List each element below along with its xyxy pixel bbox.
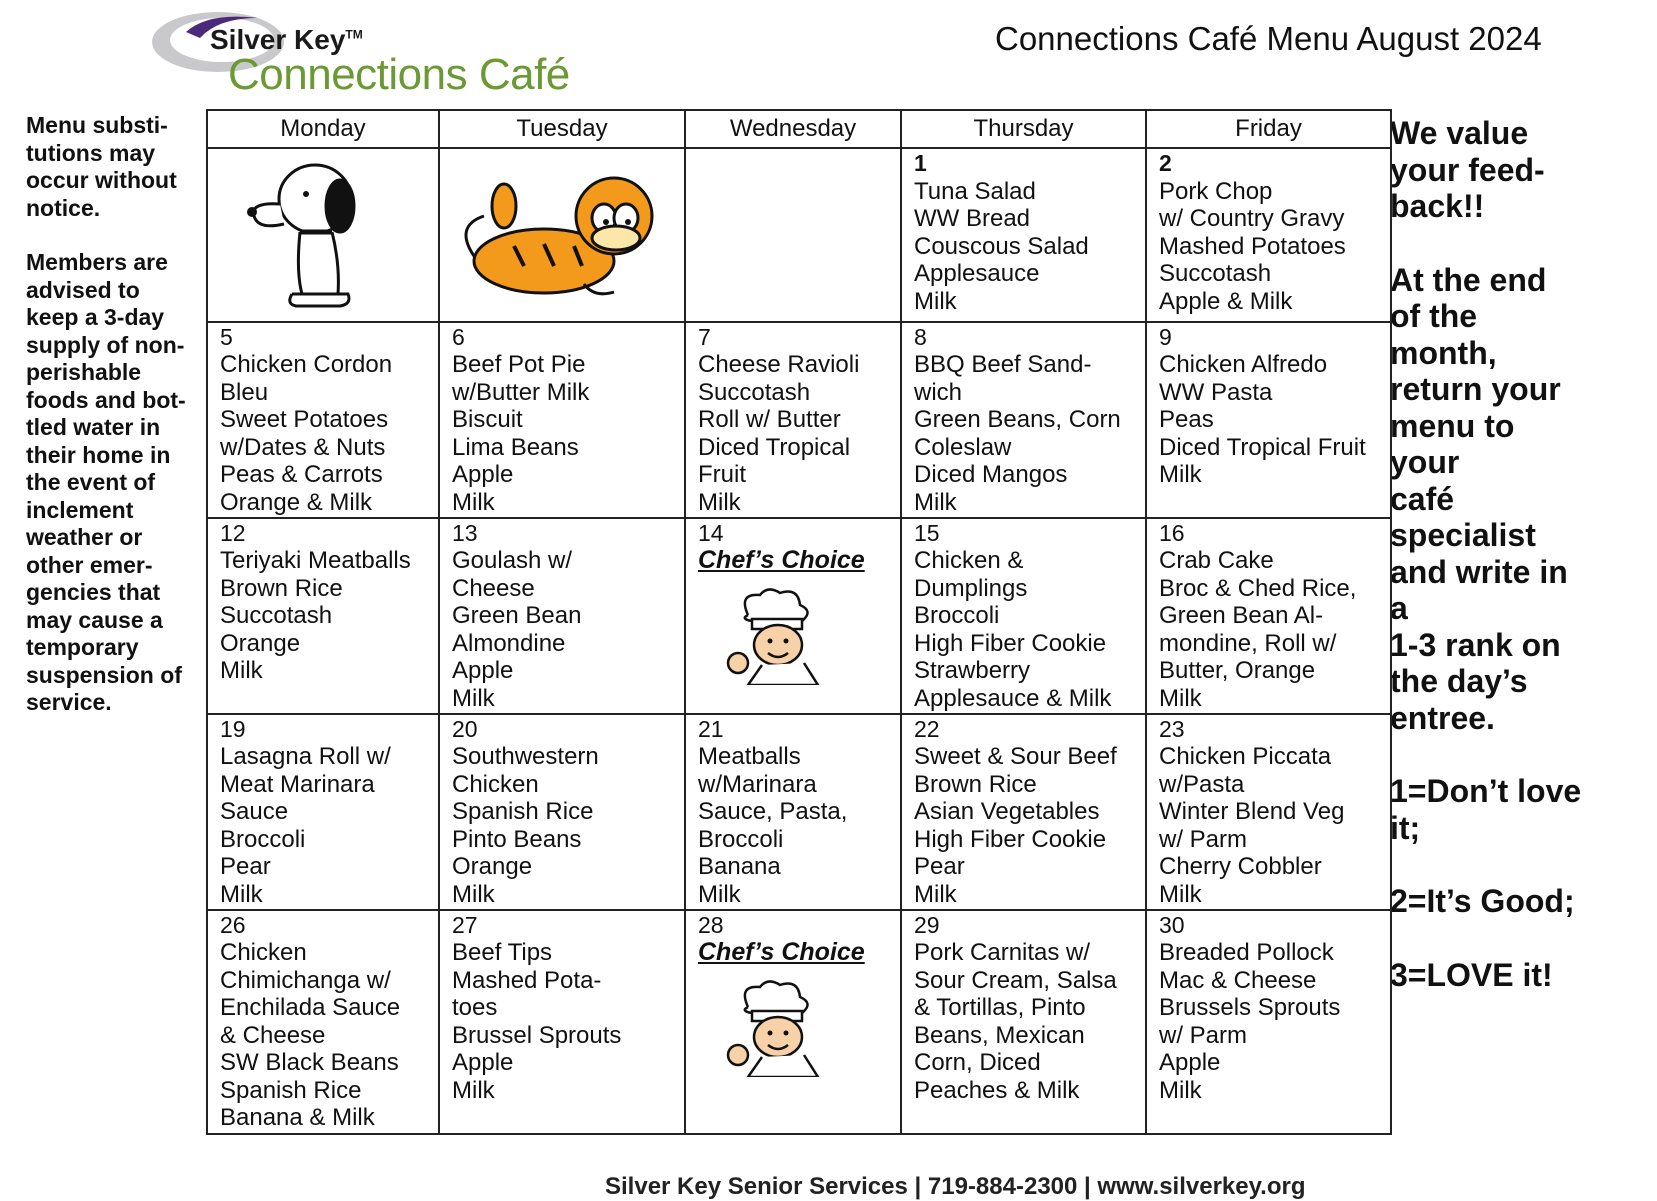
day-cell-9 bbox=[1146, 322, 1391, 518]
day-number: 28 bbox=[698, 911, 724, 938]
meal-items: Tuna Salad WW Bread Couscous Salad Applesauce Milk bbox=[914, 177, 1089, 315]
meal-items: Cheese Ravioli Succotash Roll w/ Butter Diced Tropical Fruit Milk bbox=[698, 351, 860, 516]
chefs-choice-label: Chef’s Choice bbox=[698, 938, 865, 966]
right-notes bbox=[1390, 115, 1650, 1030]
day-cell-15 bbox=[901, 518, 1146, 714]
day-cell-27 bbox=[439, 910, 685, 1134]
day-cell-13 bbox=[439, 518, 685, 714]
meal-items: Pork Chop w/ Country Gravy Mashed Potatoes Succotash Apple & Milk bbox=[1159, 177, 1346, 315]
weekday-header-row bbox=[207, 110, 1391, 148]
meal-items: Chicken Piccata w/Pasta Winter Blend Veg w/ Parm Cherry Cobbler Milk bbox=[1159, 743, 1345, 908]
feedback-instructions: At the end of the month, return your menu to your café specialist and write in a 1-3 rank on the day’s entree. bbox=[1390, 261, 1568, 736]
substitution-note: Menu substi- tutions may occur without notice. bbox=[26, 112, 177, 221]
day-number: 13 bbox=[452, 519, 478, 546]
day-cell-empty bbox=[207, 148, 439, 322]
day-number: 2 bbox=[1159, 150, 1172, 176]
meal-items: Crab Cake Broc & Ched Rice, Green Bean Al- mondine, Roll w/ Butter, Orange Milk bbox=[1159, 547, 1357, 712]
meal-items: Meatballs w/Marinara Sauce, Pasta, Broccoli Banana Milk bbox=[698, 743, 848, 908]
left-notes bbox=[26, 112, 206, 744]
week-row bbox=[207, 714, 1391, 910]
weekday-header: Monday bbox=[207, 110, 439, 148]
meal-items: Chicken & Dumplings Broccoli High Fiber Cookie Strawberry Applesauce & Milk bbox=[914, 547, 1112, 712]
page-title: Connections Café Menu August 2024 bbox=[995, 20, 1542, 57]
rank-2-note: 2=It’s Good; bbox=[1390, 883, 1575, 919]
day-cell-29 bbox=[901, 910, 1146, 1134]
weekday-header: Wednesday bbox=[685, 110, 901, 148]
day-number: 12 bbox=[220, 519, 246, 546]
day-cell-26 bbox=[207, 910, 439, 1134]
day-cell-8 bbox=[901, 322, 1146, 518]
day-number: 16 bbox=[1159, 519, 1185, 546]
day-number: 9 bbox=[1159, 323, 1172, 350]
day-number: 21 bbox=[698, 715, 724, 742]
menu-calendar bbox=[206, 109, 1392, 1135]
day-cell-2 bbox=[1146, 148, 1391, 322]
meal-items: Teriyaki Meatballs Brown Rice Succotash Orange Milk bbox=[220, 547, 411, 684]
day-cell-empty bbox=[685, 148, 901, 322]
day-number: 30 bbox=[1159, 911, 1185, 938]
rank-1-note: 1=Don’t love it; bbox=[1390, 773, 1582, 846]
weekday-header: Tuesday bbox=[439, 110, 685, 148]
day-number: 5 bbox=[220, 323, 233, 350]
day-number: 14 bbox=[698, 519, 724, 546]
rank-3-note: 3=LOVE it! bbox=[1390, 956, 1553, 993]
meal-items: Chicken Alfredo WW Pasta Peas Diced Tropical Fruit Milk bbox=[1159, 351, 1366, 488]
day-number: 8 bbox=[914, 323, 927, 350]
day-cell-5 bbox=[207, 322, 439, 518]
chefs-choice-label: Chef’s Choice bbox=[698, 546, 865, 574]
week-row bbox=[207, 322, 1391, 518]
day-cell-6 bbox=[439, 322, 685, 518]
meal-items: Beef Tips Mashed Pota- toes Brussel Sprouts Apple Milk bbox=[452, 939, 622, 1104]
chef-icon bbox=[718, 585, 900, 692]
day-number: 27 bbox=[452, 911, 478, 938]
meal-items: Goulash w/ Cheese Green Bean Almondine Apple Milk bbox=[452, 547, 582, 712]
day-cell-20 bbox=[439, 714, 685, 910]
day-number: 15 bbox=[914, 519, 940, 546]
day-number: 26 bbox=[220, 911, 246, 938]
day-cell-14 bbox=[685, 518, 901, 714]
week-row bbox=[207, 518, 1391, 714]
logo-brand-text: Silver Key™ bbox=[210, 24, 363, 55]
meal-items: Beef Pot Pie w/Butter Milk Biscuit Lima Beans Apple Milk bbox=[452, 351, 590, 516]
day-number: 7 bbox=[698, 323, 711, 350]
day-cell-21 bbox=[685, 714, 901, 910]
day-number: 6 bbox=[452, 323, 465, 350]
day-number: 1 bbox=[914, 150, 927, 176]
day-number: 29 bbox=[914, 911, 940, 938]
logo-cafe-text: Connections Café bbox=[228, 50, 570, 99]
day-number: 22 bbox=[914, 715, 940, 742]
day-number: 19 bbox=[220, 715, 246, 742]
chef-icon bbox=[718, 977, 900, 1084]
day-cell-28 bbox=[685, 910, 901, 1134]
day-cell-1 bbox=[901, 148, 1146, 322]
emergency-supply-note: Members are advised to keep a 3-day supply of non- perishable foods and bot- tled water in their home in the event of inclement weather or other emer- gencies that may cause a temporary suspension of service. bbox=[26, 249, 186, 715]
meal-items: Chicken Cordon Bleu Sweet Potatoes w/Dates & Nuts Peas & Carrots Orange & Milk bbox=[220, 351, 393, 516]
weekday-header: Thursday bbox=[901, 110, 1146, 148]
week-row bbox=[207, 148, 1391, 322]
day-number: 20 bbox=[452, 715, 478, 742]
snoopy-image bbox=[240, 154, 438, 321]
day-cell-23 bbox=[1146, 714, 1391, 910]
silver-key-logo bbox=[148, 4, 588, 99]
week-row bbox=[207, 910, 1391, 1134]
meal-items: Sweet & Sour Beef Brown Rice Asian Vegetables High Fiber Cookie Pear Milk bbox=[914, 743, 1117, 908]
meal-items: Pork Carnitas w/ Sour Cream, Salsa & Tortillas, Pinto Beans, Mexican Corn, Diced Peaches & Milk bbox=[914, 939, 1117, 1104]
feedback-heading: We value your feed- back!! bbox=[1390, 115, 1545, 224]
meal-items: Breaded Pollock Mac & Cheese Brussels Sprouts w/ Parm Apple Milk bbox=[1159, 939, 1341, 1104]
day-cell-19 bbox=[207, 714, 439, 910]
garfield-image bbox=[444, 166, 684, 313]
day-cell-30 bbox=[1146, 910, 1391, 1134]
day-number: 23 bbox=[1159, 715, 1185, 742]
meal-items: Chicken Chimichanga w/ Enchilada Sauce & Cheese SW Black Beans Spanish Rice Banana & Milk bbox=[220, 939, 401, 1131]
meal-items: BBQ Beef Sand- wich Green Beans, Corn Coleslaw Diced Mangos Milk bbox=[914, 351, 1121, 516]
footer-contact: Silver Key Senior Services | 719-884-2300 | www.silverkey.org bbox=[605, 1173, 1306, 1200]
day-cell-7 bbox=[685, 322, 901, 518]
meal-items: Lasagna Roll w/ Meat Marinara Sauce Broccoli Pear Milk bbox=[220, 743, 391, 908]
day-cell-22 bbox=[901, 714, 1146, 910]
day-cell-12 bbox=[207, 518, 439, 714]
day-cell-16 bbox=[1146, 518, 1391, 714]
weekday-header: Friday bbox=[1146, 110, 1391, 148]
meal-items: Southwestern Chicken Spanish Rice Pinto Beans Orange Milk bbox=[452, 743, 599, 908]
day-cell-empty bbox=[439, 148, 685, 322]
